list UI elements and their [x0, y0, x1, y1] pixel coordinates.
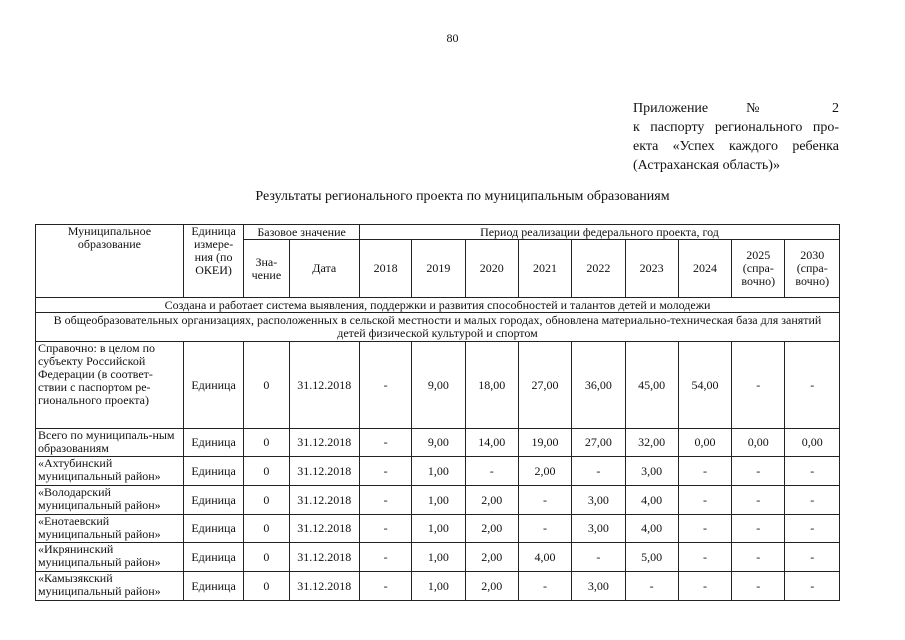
- value-cell: -: [359, 572, 411, 601]
- base-value-cell: 0: [244, 515, 289, 543]
- value-cell: -: [572, 457, 625, 486]
- municipality-name: «Енотаевский муниципальный район»: [36, 515, 184, 543]
- header-base-date: Дата: [289, 240, 359, 298]
- header-year: 2024: [678, 240, 731, 298]
- value-cell: -: [359, 543, 411, 572]
- value-cell: -: [359, 457, 411, 486]
- unit-cell: Единица: [183, 543, 243, 572]
- municipality-name: «Икрянинский муниципальный район»: [36, 543, 184, 572]
- value-cell: 5,00: [625, 543, 678, 572]
- value-cell: -: [785, 572, 840, 601]
- value-cell: 2,00: [465, 486, 518, 515]
- base-date-cell: 31.12.2018: [289, 543, 359, 572]
- value-cell: 1,00: [412, 515, 465, 543]
- municipality-name: Всего по муниципаль-ным образованиям: [36, 429, 184, 457]
- base-date-cell: 31.12.2018: [289, 515, 359, 543]
- value-cell: 14,00: [465, 429, 518, 457]
- value-cell: 1,00: [412, 543, 465, 572]
- table-row: [36, 429, 840, 457]
- header-year: 2019: [412, 240, 465, 298]
- value-cell: 4,00: [625, 515, 678, 543]
- value-cell: 54,00: [678, 342, 731, 429]
- base-value-cell: 0: [244, 572, 289, 601]
- value-cell: 27,00: [572, 429, 625, 457]
- value-cell: 0,00: [678, 429, 731, 457]
- value-cell: -: [518, 515, 571, 543]
- value-cell: -: [678, 543, 731, 572]
- table-row: [36, 515, 840, 543]
- header-year: 2018: [359, 240, 411, 298]
- value-cell: 4,00: [518, 543, 571, 572]
- value-cell: -: [732, 342, 785, 429]
- unit-cell: Единица: [183, 486, 243, 515]
- value-cell: 1,00: [412, 457, 465, 486]
- value-cell: 19,00: [518, 429, 571, 457]
- header-municipality: Муниципальное образование: [36, 225, 184, 298]
- municipality-name: «Володарский муниципальный район»: [36, 486, 184, 515]
- document-title: Результаты регионального проекта по муниципальным образованиям: [255, 189, 670, 204]
- base-date-cell: 31.12.2018: [289, 429, 359, 457]
- base-date-cell: 31.12.2018: [289, 457, 359, 486]
- municipality-name: «Камызякский муниципальный район»: [36, 572, 184, 601]
- value-cell: -: [678, 515, 731, 543]
- table-row: [36, 543, 840, 572]
- results-table: [35, 224, 840, 601]
- section-heading: Создана и работает система выявления, поддержки и развития способностей и талантов детей и молодежи: [36, 298, 840, 313]
- value-cell: -: [785, 515, 840, 543]
- base-date-cell: 31.12.2018: [289, 486, 359, 515]
- value-cell: 1,00: [412, 486, 465, 515]
- page-number: 80: [446, 31, 459, 45]
- header-year: 2020: [465, 240, 518, 298]
- value-cell: -: [785, 543, 840, 572]
- municipality-name: Справочно: в целом по субъекту Российской Федерации (в соответ-ствии с паспортом ре-гионального проекта): [36, 342, 184, 429]
- value-cell: 0,00: [732, 429, 785, 457]
- appendix-line: к паспорту регионального про-: [633, 120, 839, 135]
- value-cell: 3,00: [572, 572, 625, 601]
- value-cell: 45,00: [625, 342, 678, 429]
- header-year: 2030 (спра-вочно): [785, 240, 840, 298]
- table-row: [36, 486, 840, 515]
- value-cell: 3,00: [572, 486, 625, 515]
- value-cell: -: [359, 486, 411, 515]
- base-value-cell: 0: [244, 342, 289, 429]
- value-cell: -: [678, 572, 731, 601]
- header-base-value: Зна-чение: [244, 240, 289, 298]
- value-cell: 4,00: [625, 486, 678, 515]
- base-value-cell: 0: [244, 457, 289, 486]
- unit-cell: Единица: [183, 572, 243, 601]
- value-cell: -: [465, 457, 518, 486]
- base-date-cell: 31.12.2018: [289, 572, 359, 601]
- header-base: Базовое значение: [244, 225, 360, 240]
- appendix-note: [633, 99, 839, 175]
- value-cell: 9,00: [412, 429, 465, 457]
- header-year: 2025 (спра-вочно): [732, 240, 785, 298]
- header-year: 2022: [572, 240, 625, 298]
- value-cell: -: [359, 342, 411, 429]
- appendix-line: (Астраханская область)»: [633, 158, 780, 173]
- unit-cell: Единица: [183, 515, 243, 543]
- value-cell: -: [785, 457, 840, 486]
- base-value-cell: 0: [244, 486, 289, 515]
- base-value-cell: 0: [244, 429, 289, 457]
- value-cell: -: [625, 572, 678, 601]
- value-cell: 2,00: [465, 572, 518, 601]
- value-cell: -: [732, 572, 785, 601]
- value-cell: -: [572, 543, 625, 572]
- value-cell: 9,00: [412, 342, 465, 429]
- municipality-name: «Ахтубинский муниципальный район»: [36, 457, 184, 486]
- value-cell: 2,00: [465, 515, 518, 543]
- value-cell: 2,00: [465, 543, 518, 572]
- table-row: [36, 342, 840, 429]
- appendix-line: Приложение № 2: [633, 101, 839, 116]
- value-cell: 32,00: [625, 429, 678, 457]
- value-cell: 3,00: [625, 457, 678, 486]
- base-date-cell: 31.12.2018: [289, 342, 359, 429]
- appendix-line: екта «Успех каждого ребенка: [633, 139, 839, 154]
- value-cell: -: [518, 572, 571, 601]
- value-cell: 27,00: [518, 342, 571, 429]
- base-value-cell: 0: [244, 543, 289, 572]
- unit-cell: Единица: [183, 342, 243, 429]
- value-cell: -: [359, 515, 411, 543]
- value-cell: -: [785, 342, 840, 429]
- header-year: 2021: [518, 240, 571, 298]
- unit-cell: Единица: [183, 429, 243, 457]
- table-row: [36, 572, 840, 601]
- unit-cell: Единица: [183, 457, 243, 486]
- value-cell: 3,00: [572, 515, 625, 543]
- header-unit: Единица измере-ния (по ОКЕИ): [183, 225, 243, 298]
- section-subheading: В общеобразовательных организациях, расположенных в сельской местности и малых городах, обновлена материально-техническая база для занятий детей физической культурой и спортом: [36, 313, 840, 342]
- value-cell: 2,00: [518, 457, 571, 486]
- value-cell: -: [732, 457, 785, 486]
- value-cell: -: [732, 515, 785, 543]
- value-cell: -: [785, 486, 840, 515]
- value-cell: 18,00: [465, 342, 518, 429]
- value-cell: 36,00: [572, 342, 625, 429]
- value-cell: -: [732, 486, 785, 515]
- value-cell: -: [678, 486, 731, 515]
- value-cell: -: [678, 457, 731, 486]
- value-cell: 0,00: [785, 429, 840, 457]
- value-cell: 1,00: [412, 572, 465, 601]
- header-period: Период реализации федерального проекта, год: [359, 225, 839, 240]
- value-cell: -: [732, 543, 785, 572]
- value-cell: -: [359, 429, 411, 457]
- header-year: 2023: [625, 240, 678, 298]
- value-cell: -: [518, 486, 571, 515]
- table-row: [36, 457, 840, 486]
